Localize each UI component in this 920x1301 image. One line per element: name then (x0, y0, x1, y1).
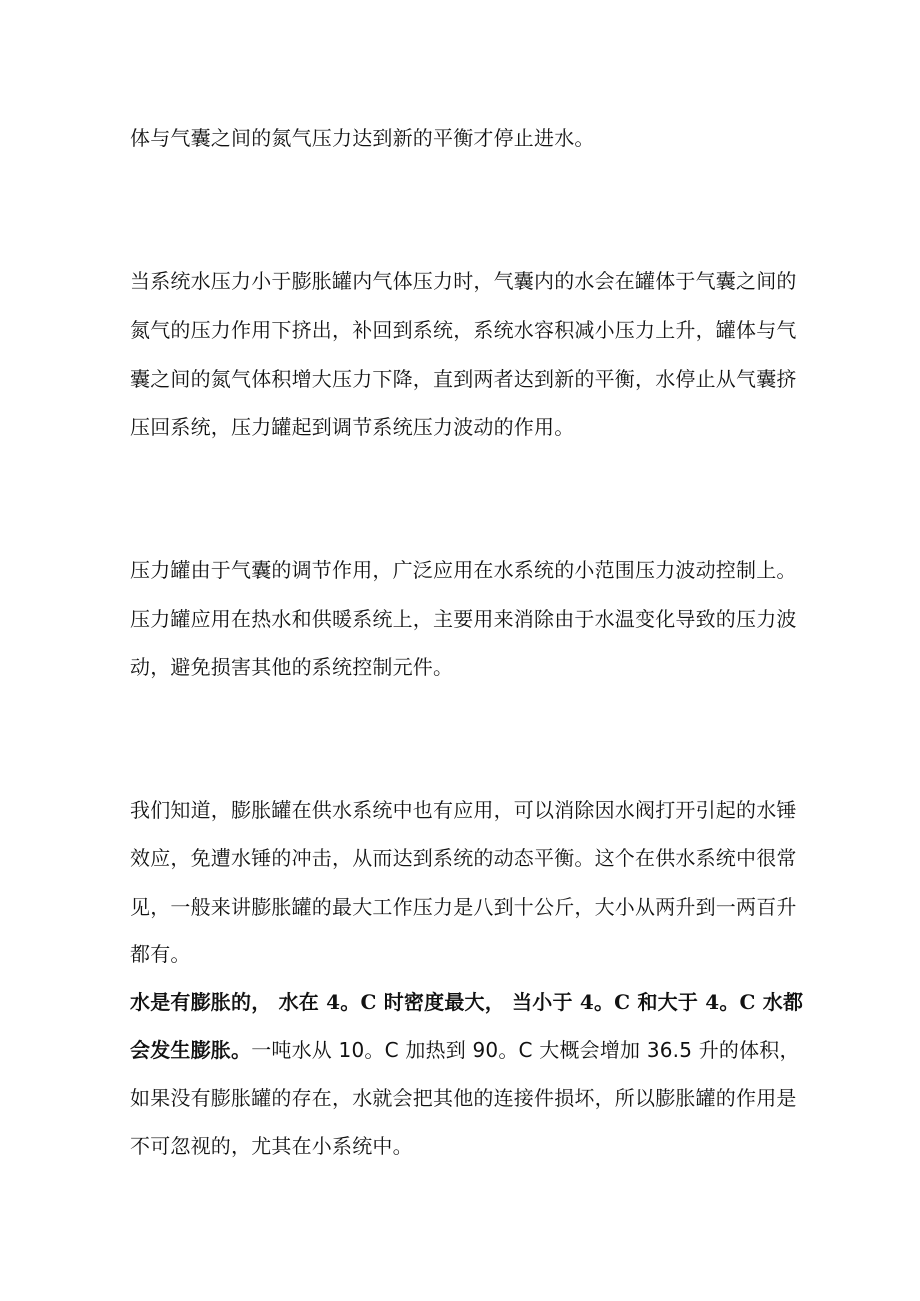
paragraph-3-line-3: 动，避免损害其他的系统控制元件。 (130, 655, 454, 679)
paragraph-5-mixed-line (130, 1037, 800, 1063)
paragraph-2-line-3: 囊之间的氮气体积增大压力下降，直到两者达到新的平衡，水停止从气囊挤 (130, 367, 797, 391)
paragraph-3-line-1: 压力罐由于气囊的调节作用，广泛应用在水系统的小范围压力波动控制上。 (130, 558, 797, 582)
paragraph-5-line-4: 不可忽视的，尤其在小系统中。 (130, 1134, 413, 1158)
paragraph-3-line-2: 压力罐应用在热水和供暖系统上，主要用来消除由于水温变化导致的压力波 (130, 607, 797, 631)
paragraph-2-line-1: 当系统水压力小于膨胀罐内气体压力时，气囊内的水会在罐体于气囊之间的 (130, 269, 797, 293)
paragraph-1-line-1: 体与气囊之间的氮气压力达到新的平衡才停止进水。 (130, 126, 595, 150)
paragraph-5-mixed-normal: 一吨水从 10。C 加热到 90。C 大概会增加 36.5 升的体积， (251, 1038, 800, 1062)
paragraph-4-line-4: 都有。 (130, 942, 191, 966)
paragraph-2-line-4: 压回系统，压力罐起到调节系统压力波动的作用。 (130, 415, 575, 439)
paragraph-5-mixed-bold: 会发生膨胀。 (130, 1038, 252, 1062)
paragraph-2-line-2: 氮气的压力作用下挤出，补回到系统，系统水容积减小压力上升，罐体与气 (130, 318, 797, 342)
paragraph-5-line-3: 如果没有膨胀罐的存在，水就会把其他的连接件损坏，所以膨胀罐的作用是 (130, 1086, 797, 1110)
paragraph-4-line-2: 效应，免遭水锤的冲击，从而达到系统的动态平衡。这个在供水系统中很常 (130, 846, 797, 870)
paragraph-5-bold-line: 水是有膨胀的， 水在 4。C 时密度最大， 当小于 4。C 和大于 4。C 水都 (130, 990, 804, 1014)
paragraph-4-line-1: 我们知道，膨胀罐在供水系统中也有应用，可以消除因水阀打开引起的水锤 (130, 798, 797, 822)
paragraph-4-line-3: 见，一般来讲膨胀罐的最大工作压力是八到十公斤，大小从两升到一两百升 (130, 895, 797, 919)
